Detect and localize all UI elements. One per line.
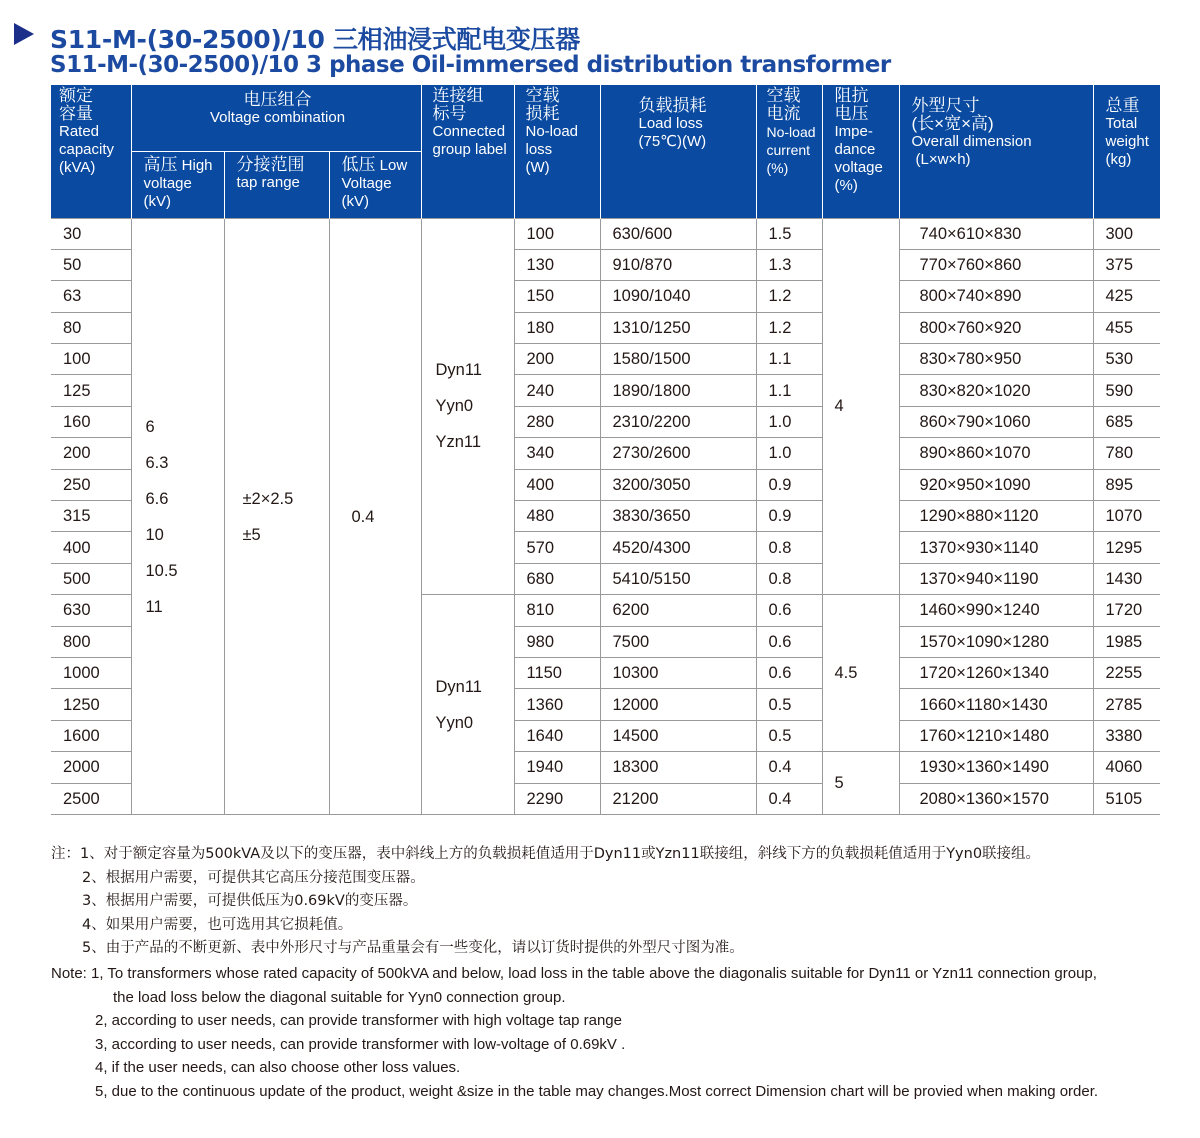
cell-dimension: 800×740×890 [899, 281, 1093, 312]
cell-no-load-loss: 1940 [514, 752, 600, 783]
merged-value: ±5 [242, 525, 261, 544]
cell-capacity: 315 [51, 501, 131, 532]
cell-capacity: 2000 [51, 752, 131, 783]
cell-no-load-loss: 280 [514, 406, 600, 437]
cell-connection-group-a [421, 218, 514, 595]
cell-dimension: 1720×1260×1340 [899, 657, 1093, 688]
cell-no-load-loss: 980 [514, 626, 600, 657]
cell-load-loss: 18300 [600, 752, 756, 783]
cell-load-loss: 21200 [600, 783, 756, 814]
cell-impedance-a: 4 [822, 218, 899, 595]
cell-capacity: 400 [51, 532, 131, 563]
cell-load-loss: 1310/1250 [600, 312, 756, 343]
cell-capacity: 160 [51, 406, 131, 437]
cell-weight: 300 [1093, 218, 1160, 249]
cell-no-load-loss: 1640 [514, 720, 600, 751]
header-high-voltage: 高压 High voltage (kV) [131, 151, 224, 218]
cell-no-load-current: 1.0 [756, 438, 822, 469]
header-rated-capacity: 额定 容量 Rated capacity (kVA) [51, 85, 131, 218]
cell-no-load-loss: 400 [514, 469, 600, 500]
cell-dimension: 2080×1360×1570 [899, 783, 1093, 814]
cell-load-loss: 1090/1040 [600, 281, 756, 312]
header-impedance-voltage: 阻抗 电压 Impe- dance voltage (%) [822, 85, 899, 218]
cell-no-load-current: 1.3 [756, 249, 822, 280]
cell-capacity: 63 [51, 281, 131, 312]
cell-no-load-loss: 810 [514, 595, 600, 626]
cell-weight: 590 [1093, 375, 1160, 406]
cell-load-loss: 4520/4300 [600, 532, 756, 563]
page-title-cn: S11-M-(30-2500)/10 三相油浸式配电变压器 [50, 25, 580, 54]
cell-dimension: 800×760×920 [899, 312, 1093, 343]
header-tap-range: 分接范围 tap range [224, 151, 329, 218]
cell-capacity: 250 [51, 469, 131, 500]
cell-low-voltage: 0.4 [329, 218, 421, 814]
cell-dimension: 890×860×1070 [899, 438, 1093, 469]
cell-weight: 5105 [1093, 783, 1160, 814]
cell-capacity: 630 [51, 595, 131, 626]
cell-no-load-current: 1.1 [756, 375, 822, 406]
cell-no-load-loss: 570 [514, 532, 600, 563]
cell-impedance-c: 5 [822, 752, 899, 815]
cell-capacity: 800 [51, 626, 131, 657]
cell-no-load-current: 0.9 [756, 469, 822, 500]
table-body [51, 218, 1160, 814]
cell-load-loss: 14500 [600, 720, 756, 751]
cell-load-loss: 2310/2200 [600, 406, 756, 437]
cell-load-loss: 1580/1500 [600, 344, 756, 375]
cell-weight: 1295 [1093, 532, 1160, 563]
cell-dimension: 830×820×1020 [899, 375, 1093, 406]
header-no-load-current: 空载 电流 No-load current (%) [756, 85, 822, 218]
cell-capacity: 1250 [51, 689, 131, 720]
cell-no-load-current: 1.5 [756, 218, 822, 249]
cell-no-load-current: 1.1 [756, 344, 822, 375]
merged-value: Yyn0 [435, 713, 474, 732]
merged-value: 6.3 [145, 453, 169, 472]
cell-tap-range [224, 218, 329, 814]
cell-dimension: 1570×1090×1280 [899, 626, 1093, 657]
cell-dimension: 830×780×950 [899, 344, 1093, 375]
cell-capacity: 200 [51, 438, 131, 469]
cell-no-load-current: 0.5 [756, 720, 822, 751]
cell-capacity: 100 [51, 344, 131, 375]
merged-value: 10.5 [145, 561, 178, 580]
cell-dimension: 770×760×860 [899, 249, 1093, 280]
note-cn-3: 3、根据用户需要，可提供低压为0.69kV的变压器。 [82, 893, 418, 909]
cell-no-load-current: 1.2 [756, 281, 822, 312]
cell-no-load-loss: 150 [514, 281, 600, 312]
cell-no-load-loss: 1360 [514, 689, 600, 720]
cell-dimension: 740×610×830 [899, 218, 1093, 249]
note-cn-2: 2、根据用户需要，可提供其它高压分接范围变压器。 [82, 869, 425, 886]
cell-load-loss: 6200 [600, 595, 756, 626]
cell-no-load-current: 0.8 [756, 532, 822, 563]
notes-english [51, 962, 1098, 1103]
cell-load-loss: 12000 [600, 689, 756, 720]
note-en-4: 4, if the user needs, can also choose other loss values. [95, 1059, 461, 1076]
note-cn-1: 注：1、对于额定容量为500kVA及以下的变压器，表中斜线上方的负载损耗值适用于Dyn11或Yzn11联接组，斜线下方的负载损耗值适用于Yyn0联接组。 [51, 846, 1041, 862]
cell-dimension: 1290×880×1120 [899, 501, 1093, 532]
merged-value: 11 [145, 597, 163, 616]
cell-load-loss: 3200/3050 [600, 469, 756, 500]
notes-chinese [51, 843, 1040, 961]
cell-no-load-current: 1.2 [756, 312, 822, 343]
cell-no-load-current: 0.4 [756, 783, 822, 814]
table-header [51, 85, 1160, 218]
cell-no-load-loss: 2290 [514, 783, 600, 814]
note-en-2: 2, according to user needs, can provide transformer with high voltage tap range [95, 1012, 622, 1029]
note-cn-5: 5、由于产品的不断更新、表中外形尺寸与产品重量会有一些变化，请以订货时提供的外型尺寸图为准。 [82, 940, 744, 956]
cell-load-loss: 1890/1800 [600, 375, 756, 406]
cell-no-load-loss: 1150 [514, 657, 600, 688]
cell-no-load-current: 0.6 [756, 595, 822, 626]
cell-dimension: 920×950×1090 [899, 469, 1093, 500]
header-connection-group: 连接组 标号 Connected group label [421, 85, 514, 218]
cell-weight: 1985 [1093, 626, 1160, 657]
merged-value: Dyn11 [435, 361, 482, 380]
cell-impedance-b: 4.5 [822, 595, 899, 752]
cell-weight: 425 [1093, 281, 1160, 312]
cell-load-loss: 630/600 [600, 218, 756, 249]
cell-weight: 2255 [1093, 657, 1160, 688]
cell-no-load-current: 0.4 [756, 752, 822, 783]
cell-capacity: 50 [51, 249, 131, 280]
triangle-bullet-icon [14, 23, 34, 45]
cell-dimension: 1760×1210×1480 [899, 720, 1093, 751]
spec-table [51, 85, 1160, 815]
cell-no-load-loss: 240 [514, 375, 600, 406]
header-overall-dimension: 外型尺寸 (长×宽×高) Overall dimension (L×w×h) [899, 85, 1093, 218]
cell-no-load-current: 0.6 [756, 657, 822, 688]
cell-capacity: 30 [51, 218, 131, 249]
cell-load-loss: 3830/3650 [600, 501, 756, 532]
header-voltage-combination: 电压组合 Voltage combination [131, 85, 421, 151]
page-title-en: S11-M-(30-2500)/10 3 phase Oil-immersed distribution transformer [50, 52, 891, 78]
merged-value: Dyn11 [435, 677, 482, 696]
table-row [51, 218, 1160, 249]
cell-no-load-current: 1.0 [756, 406, 822, 437]
cell-dimension: 860×790×1060 [899, 406, 1093, 437]
cell-no-load-loss: 340 [514, 438, 600, 469]
cell-connection-group-b [421, 595, 514, 815]
header-total-weight: 总重 Total weight (kg) [1093, 85, 1160, 218]
cell-no-load-loss: 680 [514, 563, 600, 594]
header-low-voltage: 低压 Low Voltage (kV) [329, 151, 421, 218]
header-no-load-loss: 空载 损耗 No-load loss (W) [514, 85, 600, 218]
merged-value: 6.6 [145, 489, 169, 508]
cell-weight: 1070 [1093, 501, 1160, 532]
cell-capacity: 1600 [51, 720, 131, 751]
cell-load-loss: 7500 [600, 626, 756, 657]
cell-load-loss: 5410/5150 [600, 563, 756, 594]
cell-capacity: 1000 [51, 657, 131, 688]
cell-load-loss: 910/870 [600, 249, 756, 280]
cell-load-loss: 10300 [600, 657, 756, 688]
header-load-loss: 负载损耗 Load loss (75℃)(W) [600, 85, 756, 218]
cell-no-load-loss: 480 [514, 501, 600, 532]
note-en-5: 5, due to the continuous update of the product, weight &size in the table may changes.Most correct Dimension chart will be provied when making order. [95, 1082, 1099, 1100]
cell-no-load-loss: 200 [514, 344, 600, 375]
cell-no-load-loss: 100 [514, 218, 600, 249]
merged-value: 6 [145, 417, 155, 436]
cell-dimension: 1930×1360×1490 [899, 752, 1093, 783]
cell-no-load-loss: 180 [514, 312, 600, 343]
cell-capacity: 80 [51, 312, 131, 343]
cell-load-loss: 2730/2600 [600, 438, 756, 469]
cell-no-load-current: 0.5 [756, 689, 822, 720]
cell-weight: 530 [1093, 344, 1160, 375]
merged-value: ±2×2.5 [242, 489, 294, 508]
cell-capacity: 500 [51, 563, 131, 594]
note-en-1-cont: the load loss below the diagonal suitable for Yyn0 connection group. [113, 988, 566, 1006]
cell-capacity: 125 [51, 375, 131, 406]
cell-weight: 375 [1093, 249, 1160, 280]
cell-weight: 2785 [1093, 689, 1160, 720]
cell-capacity: 2500 [51, 783, 131, 814]
note-en-1: Note: 1, To transformers whose rated capacity of 500kVA and below, load loss in the table above the diagonalis suitable for Dyn11 or Yzn11 connection group, [51, 965, 1097, 982]
merged-value: Yzn11 [435, 433, 482, 452]
cell-no-load-loss: 130 [514, 249, 600, 280]
cell-weight: 455 [1093, 312, 1160, 343]
cell-dimension: 1370×930×1140 [899, 532, 1093, 563]
merged-value: Yyn0 [435, 397, 474, 416]
cell-dimension: 1370×940×1190 [899, 563, 1093, 594]
cell-weight: 780 [1093, 438, 1160, 469]
cell-dimension: 1460×990×1240 [899, 595, 1093, 626]
cell-no-load-current: 0.8 [756, 563, 822, 594]
cell-no-load-current: 0.6 [756, 626, 822, 657]
cell-weight: 3380 [1093, 720, 1160, 751]
cell-weight: 1430 [1093, 563, 1160, 594]
note-cn-4: 4、如果用户需要，也可选用其它损耗值。 [82, 916, 353, 933]
cell-weight: 685 [1093, 406, 1160, 437]
merged-value: 10 [145, 525, 164, 544]
cell-weight: 1720 [1093, 595, 1160, 626]
cell-no-load-current: 0.9 [756, 501, 822, 532]
cell-high-voltage [131, 218, 224, 814]
cell-dimension: 1660×1180×1430 [899, 689, 1093, 720]
note-en-3: 3, according to user needs, can provide transformer with low-voltage of 0.69kV . [95, 1035, 626, 1053]
cell-weight: 4060 [1093, 752, 1160, 783]
cell-weight: 895 [1093, 469, 1160, 500]
